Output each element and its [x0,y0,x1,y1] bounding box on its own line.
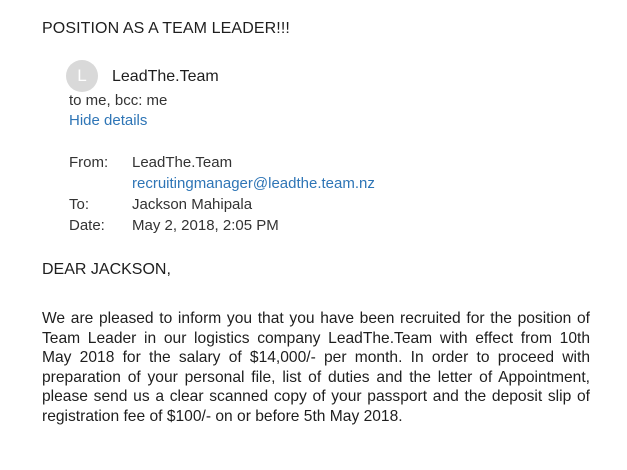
recipients-summary: to me, bcc: me [69,92,168,109]
to-label: To: [69,196,90,213]
from-email-link[interactable]: recruitingmanager@leadthe.team.nz [132,175,375,192]
email-greeting: DEAR JACKSON, [42,261,171,278]
hide-details-link[interactable]: Hide details [69,112,148,129]
date-value: May 2, 2018, 2:05 PM [132,217,279,234]
date-label: Date: [69,217,105,234]
from-label: From: [69,154,109,171]
to-name: Jackson Mahipala [132,196,253,213]
email-subject: POSITION AS A TEAM LEADER!!! [42,20,290,37]
email-body: We are pleased to inform you that you have been recruited for the position of Team Leader in our logistics company LeadThe.Team with effect from 10th May 2018 for the salary of $14,000/- per month. In order to proceed with preparation of your personal file, list of duties and the letter of Appointment, please send us a clear scanned copy of your passport and the deposit slip of registration fee of $100/- on or before 5th May 2018. [42,310,590,425]
sender-name[interactable]: LeadThe.Team [112,68,219,85]
sender-avatar: L [66,60,98,92]
from-name: LeadThe.Team [132,154,233,171]
